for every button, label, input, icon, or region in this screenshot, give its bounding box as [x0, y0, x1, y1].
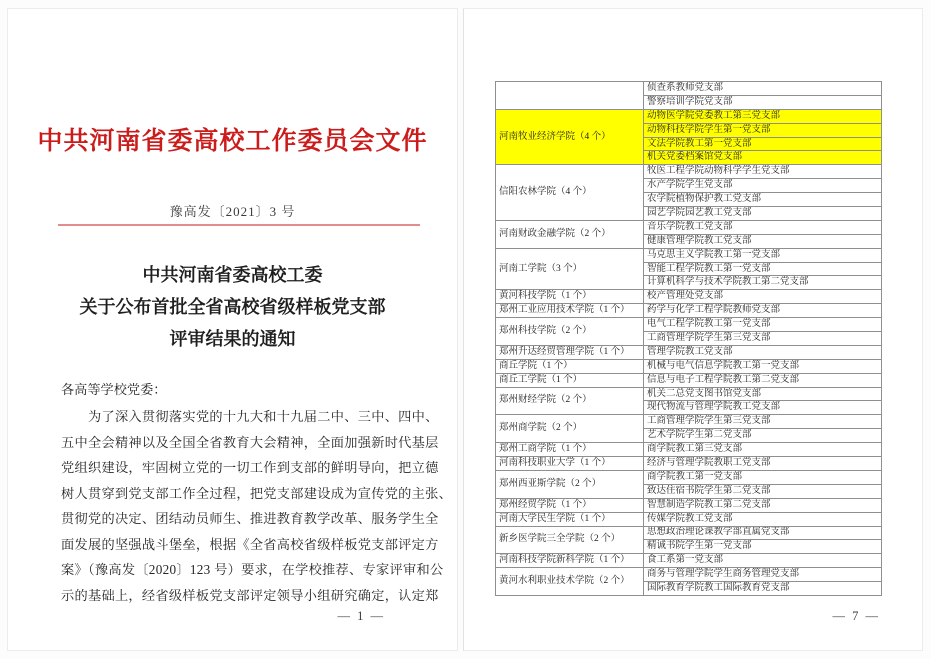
branch-cell: 警察培训学院党支部: [644, 95, 882, 109]
body-text-line: 为了深入贯彻落实党的十九大和十九届二中、三中、四中、: [61, 409, 439, 424]
school-cell: 新乡医学院三全学院（2 个）: [496, 526, 644, 554]
branch-cell: 信息与电子工程学院教工第二党支部: [644, 373, 882, 387]
table-row: [496, 498, 882, 512]
branch-cell: 动物科技学院学生第一党支部: [644, 123, 882, 137]
body-text-line: 党组织建设，牢固树立党的一切工作到支部的鲜明导向，把立德: [61, 460, 439, 475]
document-body: [61, 404, 453, 608]
branch-cell: 致达住宿书院学生第二党支部: [644, 484, 882, 498]
branch-cell: 机械与电气信息学院教工第一党支部: [644, 359, 882, 373]
branch-cell: 文法学院教工第一党支部: [644, 137, 882, 151]
branch-cell: 食工系第一党支部: [644, 554, 882, 568]
branch-cell: 水产学院学生党支部: [644, 179, 882, 193]
school-cell: [496, 82, 644, 110]
table-row: [496, 82, 882, 96]
branch-cell: 计算机科学与技术学院教工第二党支部: [644, 276, 882, 290]
body-text-line: 贯彻党的决定、团结动员师生、推进教育教学改革、服务学生全: [61, 511, 439, 526]
table-row: [496, 318, 882, 332]
branch-cell: 智慧制造学院教工第二党支部: [644, 498, 882, 512]
branch-cell: 健康管理学院教工党支部: [644, 234, 882, 248]
document-title-line: 中共河南省委高校工委: [142, 265, 323, 285]
branch-cell: 国际教育学院教工国际教育党支部: [644, 582, 882, 596]
school-cell: 郑州工商学院（1 个）: [496, 443, 644, 457]
table-row: [496, 457, 882, 471]
branch-cell: 现代物流与管理学院教工党支部: [644, 401, 882, 415]
table-row: [496, 165, 882, 179]
school-cell: 商丘工学院（1 个）: [496, 373, 644, 387]
salutation: 各高等学校党委：: [61, 382, 167, 397]
branch-cell: 农学院植物保护教工党支部: [644, 193, 882, 207]
page-left: [7, 8, 458, 651]
school-cell: 河南科技职业大学（1 个）: [496, 457, 644, 471]
table-row: [496, 373, 882, 387]
school-cell: 黄河科技学院（1 个）: [496, 290, 644, 304]
school-cell: 郑州升达经贸管理学院（1 个）: [496, 345, 644, 359]
branch-cell: 动物医学院党委教工第三党支部: [644, 109, 882, 123]
body-text-line: 案》（豫高发〔2020〕123 号）要求，在学校推荐、专家评审和公: [61, 562, 444, 577]
table-row: [496, 554, 882, 568]
school-cell: 郑州财经学院（2 个）: [496, 387, 644, 415]
page-number-left: — 1 —: [337, 609, 385, 623]
branch-cell: 音乐学院教工党支部: [644, 220, 882, 234]
branch-cell: 传媒学院教工党支部: [644, 512, 882, 526]
school-cell: 河南科技学院新科学院（1 个）: [496, 554, 644, 568]
table-row: [496, 290, 882, 304]
branch-cell: 机关党委档案馆党支部: [644, 151, 882, 165]
school-cell: 郑州经贸学院（1 个）: [496, 498, 644, 512]
page-number-right: — 7 —: [832, 609, 880, 623]
branch-cell: 马克思主义学院教工第一党支部: [644, 248, 882, 262]
party-branch-table: [495, 81, 882, 596]
branch-cell: 商务与管理学院学生商务管理党支部: [644, 568, 882, 582]
school-cell: 黄河水利职业技术学院（2 个）: [496, 568, 644, 596]
table-row: [496, 568, 882, 582]
school-cell: 郑州科技学院（2 个）: [496, 318, 644, 346]
document-title: [8, 259, 457, 355]
branch-cell: 侦查系教师党支部: [644, 82, 882, 96]
table-row: [496, 359, 882, 373]
school-cell: 河南大学民生学院（1 个）: [496, 512, 644, 526]
school-cell: 河南财政金融学院（2 个）: [496, 220, 644, 248]
branch-cell: 电气工程学院教工第一党支部: [644, 318, 882, 332]
table-row: [496, 109, 882, 123]
branch-cell: 商学院教工第三党支部: [644, 443, 882, 457]
document-number: 豫高发〔2021〕3 号: [169, 204, 296, 219]
document-red-header: 中共河南省委高校工作委员会文件: [37, 128, 428, 155]
school-cell: 河南工学院（3 个）: [496, 248, 644, 290]
table-row: [496, 220, 882, 234]
branch-cell: 机关二总党支图书馆党支部: [644, 387, 882, 401]
school-cell: 郑州工业应用技术学院（1 个）: [496, 304, 644, 318]
branch-cell: 商学院教工第一党支部: [644, 470, 882, 484]
table-row: [496, 415, 882, 429]
branch-cell: 精诚书院学生第一党支部: [644, 540, 882, 554]
school-cell: 河南牧业经济学院（4 个）: [496, 109, 644, 165]
table-row: [496, 248, 882, 262]
branch-cell: 工商管理学院学生第三党支部: [644, 332, 882, 346]
table-row: [496, 443, 882, 457]
table-row: [496, 345, 882, 359]
branch-cell: 校产管理处党支部: [644, 290, 882, 304]
table-row: [496, 526, 882, 540]
table-row: [496, 470, 882, 484]
branch-cell: 经济与管理学院教职工党支部: [644, 457, 882, 471]
branch-cell: 智能工程学院教工第一党支部: [644, 262, 882, 276]
branch-cell: 思想政治理论课教学部直属党支部: [644, 526, 882, 540]
branch-cell: 艺术学院学生第二党支部: [644, 429, 882, 443]
document-title-line: 评审结果的通知: [169, 329, 296, 349]
document-title-line: 关于公布首批全省高校省级样板党支部: [79, 297, 386, 317]
school-cell: 郑州商学院（2 个）: [496, 415, 644, 443]
table-row: [496, 387, 882, 401]
branch-cell: 园艺学院园艺教工党支部: [644, 207, 882, 221]
branch-cell: 药学与化学工程学院教师党支部: [644, 304, 882, 318]
page-right: [463, 8, 923, 651]
table-row: [496, 512, 882, 526]
red-divider-line: [58, 224, 420, 226]
branch-cell: 牧医工程学院动物科学学生党支部: [644, 165, 882, 179]
school-cell: 商丘学院（1 个）: [496, 359, 644, 373]
body-text-line: 树人贯穿到党支部工作全过程，把党支部建设成为宣传党的主张、: [61, 485, 453, 501]
body-text-line: 面发展的坚强战斗堡垒，根据《全省高校省级样板党支部评定方: [61, 536, 439, 552]
branch-cell: 工商管理学院学生第三党支部: [644, 415, 882, 429]
table-row: [496, 304, 882, 318]
body-text-line: 示的基础上，经省级样板党支部评定领导小组研究确定，认定郑: [61, 587, 439, 603]
school-cell: 信阳农林学院（4 个）: [496, 165, 644, 221]
body-text-line: 五中全会精神以及全国全省教育大会精神，全面加强新时代基层: [61, 434, 439, 450]
school-cell: 郑州西亚斯学院（2 个）: [496, 470, 644, 498]
branch-cell: 管理学院教工党支部: [644, 345, 882, 359]
